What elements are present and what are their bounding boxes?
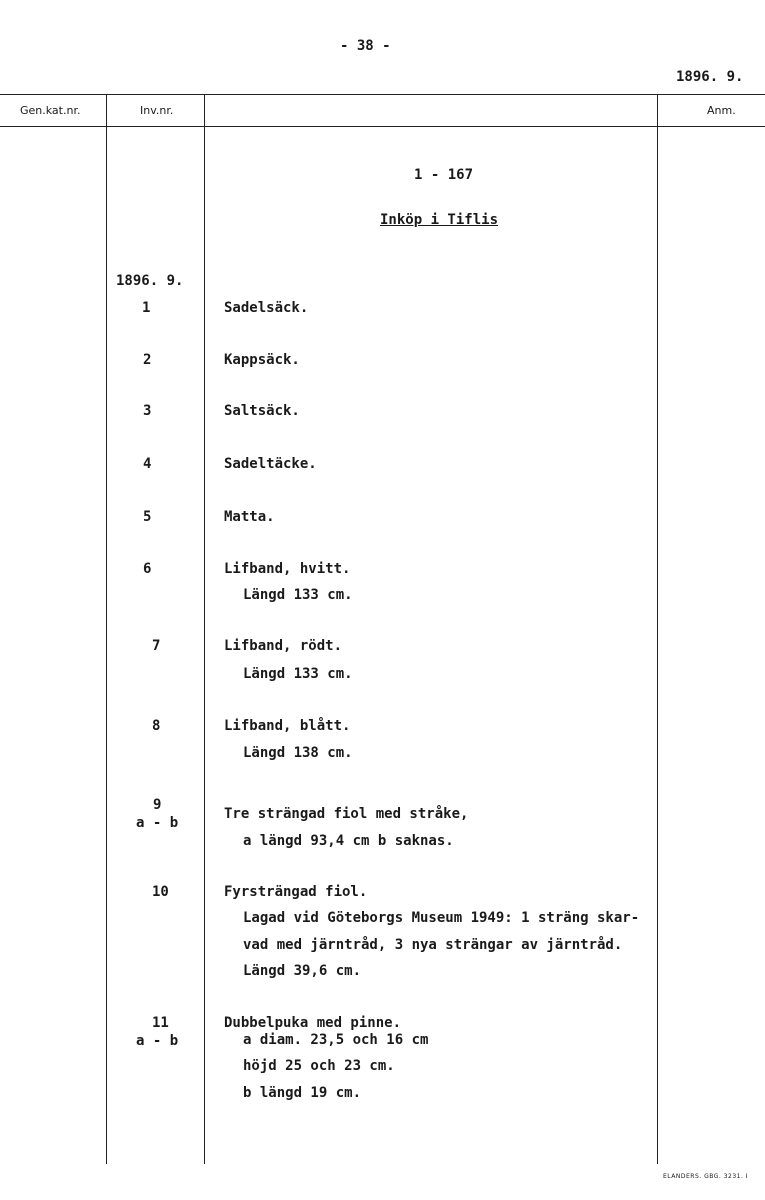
column-header-inv: Inv.nr. xyxy=(140,104,174,117)
series-label: 1896. 9. xyxy=(116,273,184,289)
entry-title: Kappsäck. xyxy=(224,352,300,368)
entry-title: Sadelsäck. xyxy=(224,300,309,316)
entry-number: 10 xyxy=(152,884,169,900)
column-header-gen-kat: Gen.kat.nr. xyxy=(20,104,81,117)
entry-title: Saltsäck. xyxy=(224,403,300,419)
range-label: 1 - 167 xyxy=(414,167,474,183)
entry-number: 11 xyxy=(152,1015,169,1031)
entry-number: 4 xyxy=(143,456,152,472)
entry-detail-line: b längd 19 cm. xyxy=(243,1085,362,1101)
column-divider-3 xyxy=(657,94,658,1164)
header-top-rule xyxy=(0,94,765,95)
page-number: - 38 - xyxy=(340,38,391,54)
entry-number: 9 xyxy=(153,797,162,813)
entry-title: Lifband, blått. xyxy=(224,718,351,734)
entry-number: 5 xyxy=(143,509,152,525)
entry-number: 1 xyxy=(142,300,151,316)
entry-title: Lifband, rödt. xyxy=(224,638,343,654)
entry-number: 7 xyxy=(152,638,161,654)
entry-detail-line: a längd 93,4 cm b saknas. xyxy=(243,833,454,849)
entry-number: 8 xyxy=(152,718,161,734)
entry-sub-range: a - b xyxy=(136,1033,179,1049)
entry-number: 6 xyxy=(143,561,152,577)
header-bottom-rule xyxy=(0,126,765,127)
entry-title: Sadeltäcke. xyxy=(224,456,317,472)
entry-title: Matta. xyxy=(224,509,275,525)
year-reference: 1896. 9. xyxy=(676,69,744,85)
entry-number: 2 xyxy=(143,352,152,368)
entry-detail-line: höjd 25 och 23 cm. xyxy=(243,1058,395,1074)
entry-detail-line: vad med järntråd, 3 nya strängar av järntråd. xyxy=(243,937,623,953)
printer-mark: ELANDERS. GBG. 3231. I xyxy=(663,1173,749,1180)
column-divider-1 xyxy=(106,94,107,1164)
entry-number: 3 xyxy=(143,403,152,419)
entry-title: Fyrsträngad fiol. xyxy=(224,884,368,900)
entry-title: Lifband, hvitt. xyxy=(224,561,351,577)
entry-detail-line: a diam. 23,5 och 16 cm xyxy=(243,1032,429,1048)
entry-title: Tre strängad fiol med stråke, xyxy=(224,806,469,822)
entry-detail-line: Längd 133 cm. xyxy=(243,587,353,603)
entry-detail-line: Längd 133 cm. xyxy=(243,666,353,682)
entry-title: Dubbelpuka med pinne. xyxy=(224,1015,402,1031)
entry-detail-line: Längd 39,6 cm. xyxy=(243,963,362,979)
entry-detail-line: Längd 138 cm. xyxy=(243,745,353,761)
section-heading: Inköp i Tiflis xyxy=(380,212,499,228)
column-header-anm: Anm. xyxy=(707,104,736,117)
column-divider-2 xyxy=(204,94,205,1164)
entry-detail-line: Lagad vid Göteborgs Museum 1949: 1 sträng skar- xyxy=(243,910,640,926)
entry-sub-range: a - b xyxy=(136,815,179,831)
